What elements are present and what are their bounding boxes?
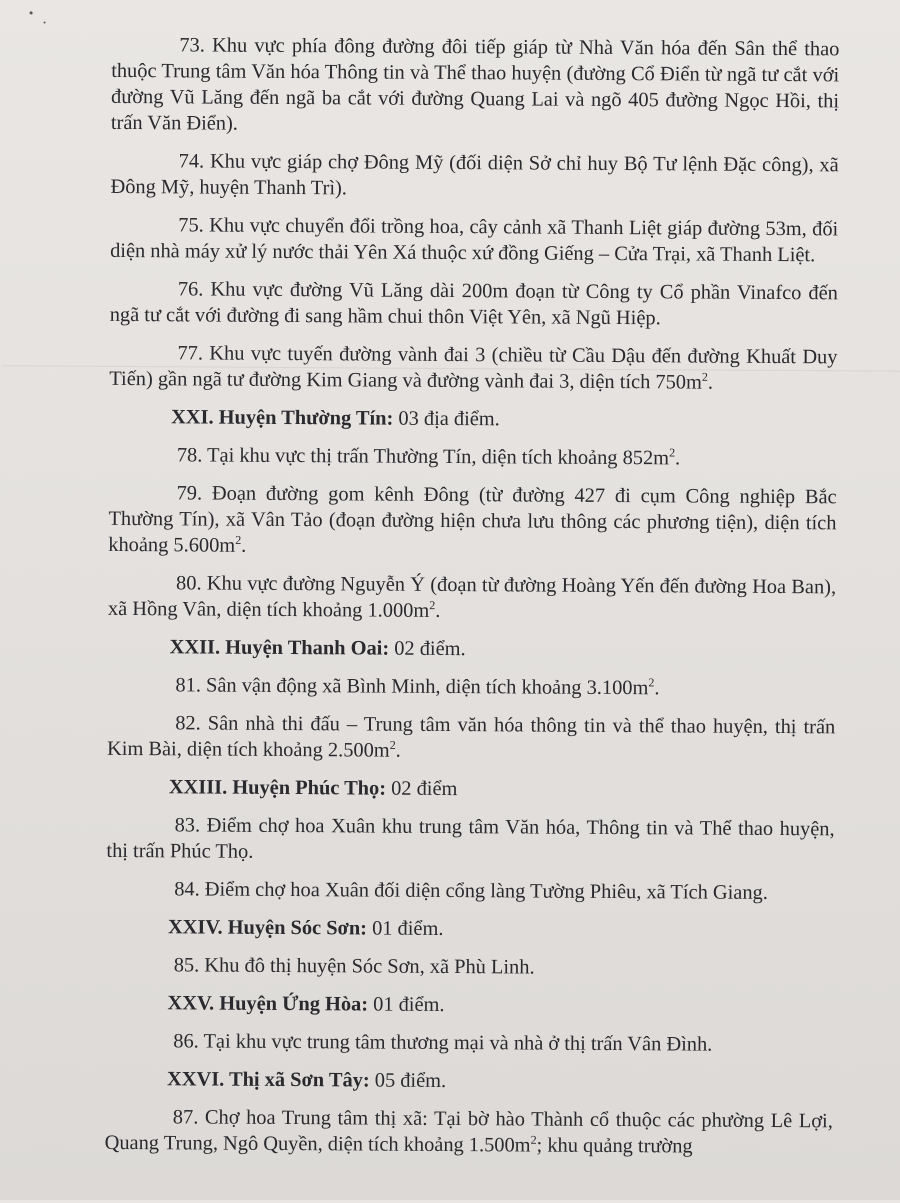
list-item: 86. Tại khu vực trung tâm thương mại và nhà ở thị trấn Vân Đình. <box>173 1030 713 1056</box>
list-item: 75. Khu vực chuyển đổi trồng hoa, cây cảnh xã Thanh Liệt giáp đường 53m, đối diện nhà máy xử lý nước thải Yên Xá thuộc xứ đồng Giếng – Cửa Trại, xã Thanh Liệt. <box>110 214 839 267</box>
list-item: 74. Khu vực giáp chợ Đông Mỹ (đối diện Sở chỉ huy Bộ Tư lệnh Đặc công), xã Đông Mỹ, huyện Thanh Trì). <box>110 150 839 200</box>
list-item: 76. Khu vực đường Vũ Lăng dài 200m đoạn từ Công ty Cổ phần Vinafco đến ngã tư cắt với đường đi sang hầm chui thôn Việt Yên, xã Ngũ Hiệp. <box>109 278 838 330</box>
section-heading-thanh-oai: XXII. Huyện Thanh Oai: 02 điểm. <box>169 636 466 661</box>
section-heading-son-tay: XXVI. Thị xã Sơn Tây: 05 điểm. <box>166 1068 447 1092</box>
list-item: 79. Đoạn đường gom kênh Đông (từ đường 427 đi cụm Công nghiệp Bắc Thường Tín), xã Vân Tảo (đoạn đường hiện chưa lưu thông các phương tiện), diện tích khoảng $5.600m^2$. <box>108 482 837 557</box>
list-item: 84. Điểm chợ hoa Xuân đối diện cổng làng Tường Phiêu, xã Tích Giang. <box>174 878 768 904</box>
section-heading-thuong-tin: XXI. Huyện Thường Tín: 03 địa điểm. <box>171 406 500 431</box>
list-item: 87. Chợ hoa Trung tâm thị xã: Tại bờ hào Thành cổ thuộc các phường Lê Lợi, Quang Trung, Ngô Quyền, diện tích khoảng $1.500m^2$; khu quảng trường <box>104 1106 833 1158</box>
superscript: 2 <box>389 737 396 752</box>
superscript: 2 <box>530 1132 537 1147</box>
section-heading-soc-son: XXIV. Huyện Sóc Sơn: 01 điểm. <box>167 916 444 940</box>
list-item: 73. Khu vực phía đông đường đôi tiếp giáp từ Nhà Văn hóa đến Sân thể thao thuộc Trung tâm Văn hóa Thông tin và Thể thao huyện (đường Cổ Điển từ ngã tư cắt với đường Vũ Lăng đến ngã ba cắt với đường Quang Lai và ngõ 405 đường Ngọc Hồi, thị trấn Văn Điển). <box>110 34 840 135</box>
list-item: 83. Điểm chợ hoa Xuân khu trung tâm Văn hóa, Thông tin và Thể thao huyện, thị trấn Phúc Thọ. <box>106 814 835 863</box>
paper-speck <box>44 22 46 24</box>
superscript: 2 <box>701 369 708 384</box>
superscript: 2 <box>235 532 242 547</box>
list-item: 77. Khu vực tuyến đường vành đai 3 (chiều từ Cầu Dậu đến đường Khuất Duy Tiến) gần ngã tư đường Kim Giang và đường vành đai 3, diện tích $750m^2$. <box>109 342 838 394</box>
section-heading-phuc-tho: XXIII. Huyện Phúc Thọ: 02 điểm <box>168 776 458 801</box>
list-item: 81. Sân vận động xã Bình Minh, diện tích khoảng $3.100m^2$. <box>175 674 660 700</box>
list-item: 80. Khu vực đường Nguyễn Ý (đoạn từ đường Hoàng Yến đến đường Hoa Ban), xã Hồng Vân, diện tích khoảng $1.000m^2$. <box>107 572 837 622</box>
section-heading-ung-hoa: XXV. Huyện Ứng Hòa: 01 điểm. <box>167 992 445 1016</box>
list-item: 78. Tại khu vực thị trấn Thường Tín, diện tích khoảng $852m^2$. <box>176 444 681 470</box>
superscript: 2 <box>669 445 676 460</box>
list-item: 85. Khu đô thị huyện Sóc Sơn, xã Phù Linh. <box>173 954 535 979</box>
list-item: 82. Sân nhà thi đấu – Trung tâm văn hóa thông tin và thể thao huyện, thị trấn Kim Bài, diện tích khoảng $2.500m^2$. <box>107 712 836 762</box>
document-body <box>105 32 840 1172</box>
superscript: 2 <box>648 675 655 690</box>
paper-speck <box>30 11 33 14</box>
superscript: 2 <box>429 598 436 613</box>
